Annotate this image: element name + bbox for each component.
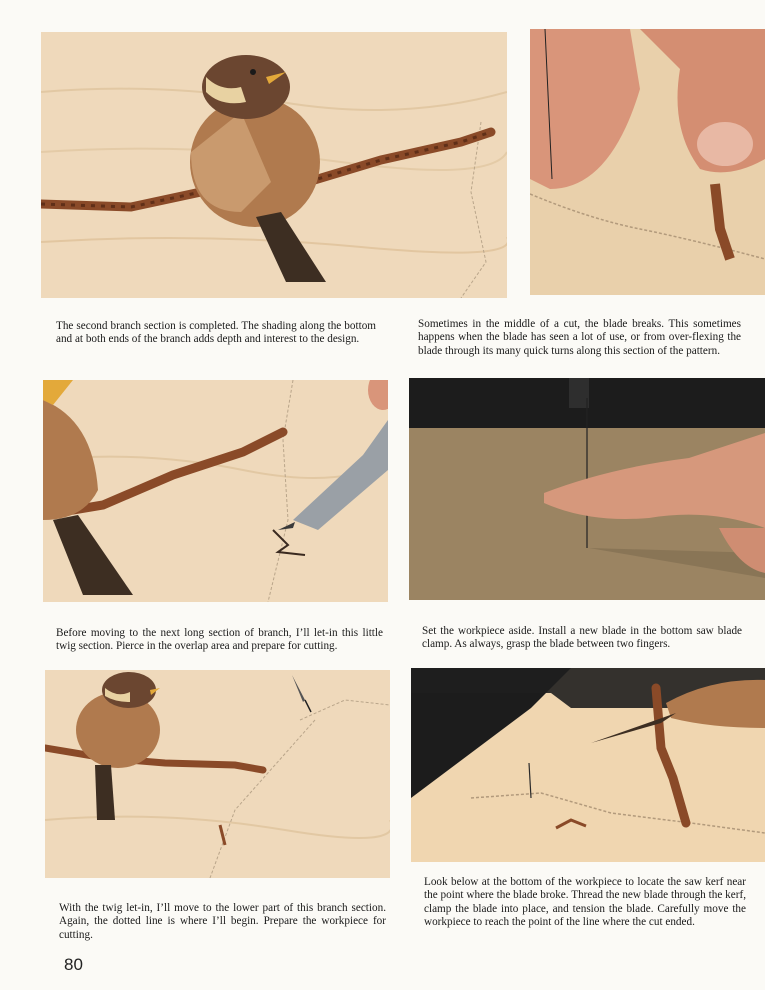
photo-thread-blade xyxy=(411,668,765,862)
photo-twig-let-in xyxy=(43,380,388,602)
caption-thread-blade: Look below at the bottom of the workpiece to locate the saw kerf near the point where the blade broke. Thread the new blade through the kerf, clamp the blade into place, and tension the blade. Carefully move the workpiece to reach the point of the line where the cut ended. xyxy=(424,876,746,929)
photo-blade-breaks xyxy=(530,29,765,295)
photo-install-blade xyxy=(409,378,765,600)
caption-lower-branch: With the twig let-in, I’ll move to the lower part of this branch section. Again, the dotted line is where I’ll begin. Prepare the workpiece for cutting. xyxy=(59,902,386,941)
page-number: 80 xyxy=(64,955,83,974)
caption-install-blade: Set the workpiece aside. Install a new blade in the bottom saw blade clamp. As always, grasp the blade between two fingers. xyxy=(422,625,742,651)
photo-completed-branch xyxy=(41,32,507,298)
caption-blade-breaks: Sometimes in the middle of a cut, the blade breaks. This sometimes happens when the blade has seen a lot of use, or from over-flexing the blade through its many quick turns along this section of the pattern. xyxy=(418,318,741,357)
photo-lower-branch xyxy=(45,670,390,878)
caption-twig-let-in: Before moving to the next long section of branch, I’ll let-in this little twig section. Pierce in the overlap area and prepare for cutting. xyxy=(56,627,383,653)
caption-completed-branch: The second branch section is completed. The shading along the bottom and at both ends of the branch adds depth and interest to the design. xyxy=(56,320,376,346)
